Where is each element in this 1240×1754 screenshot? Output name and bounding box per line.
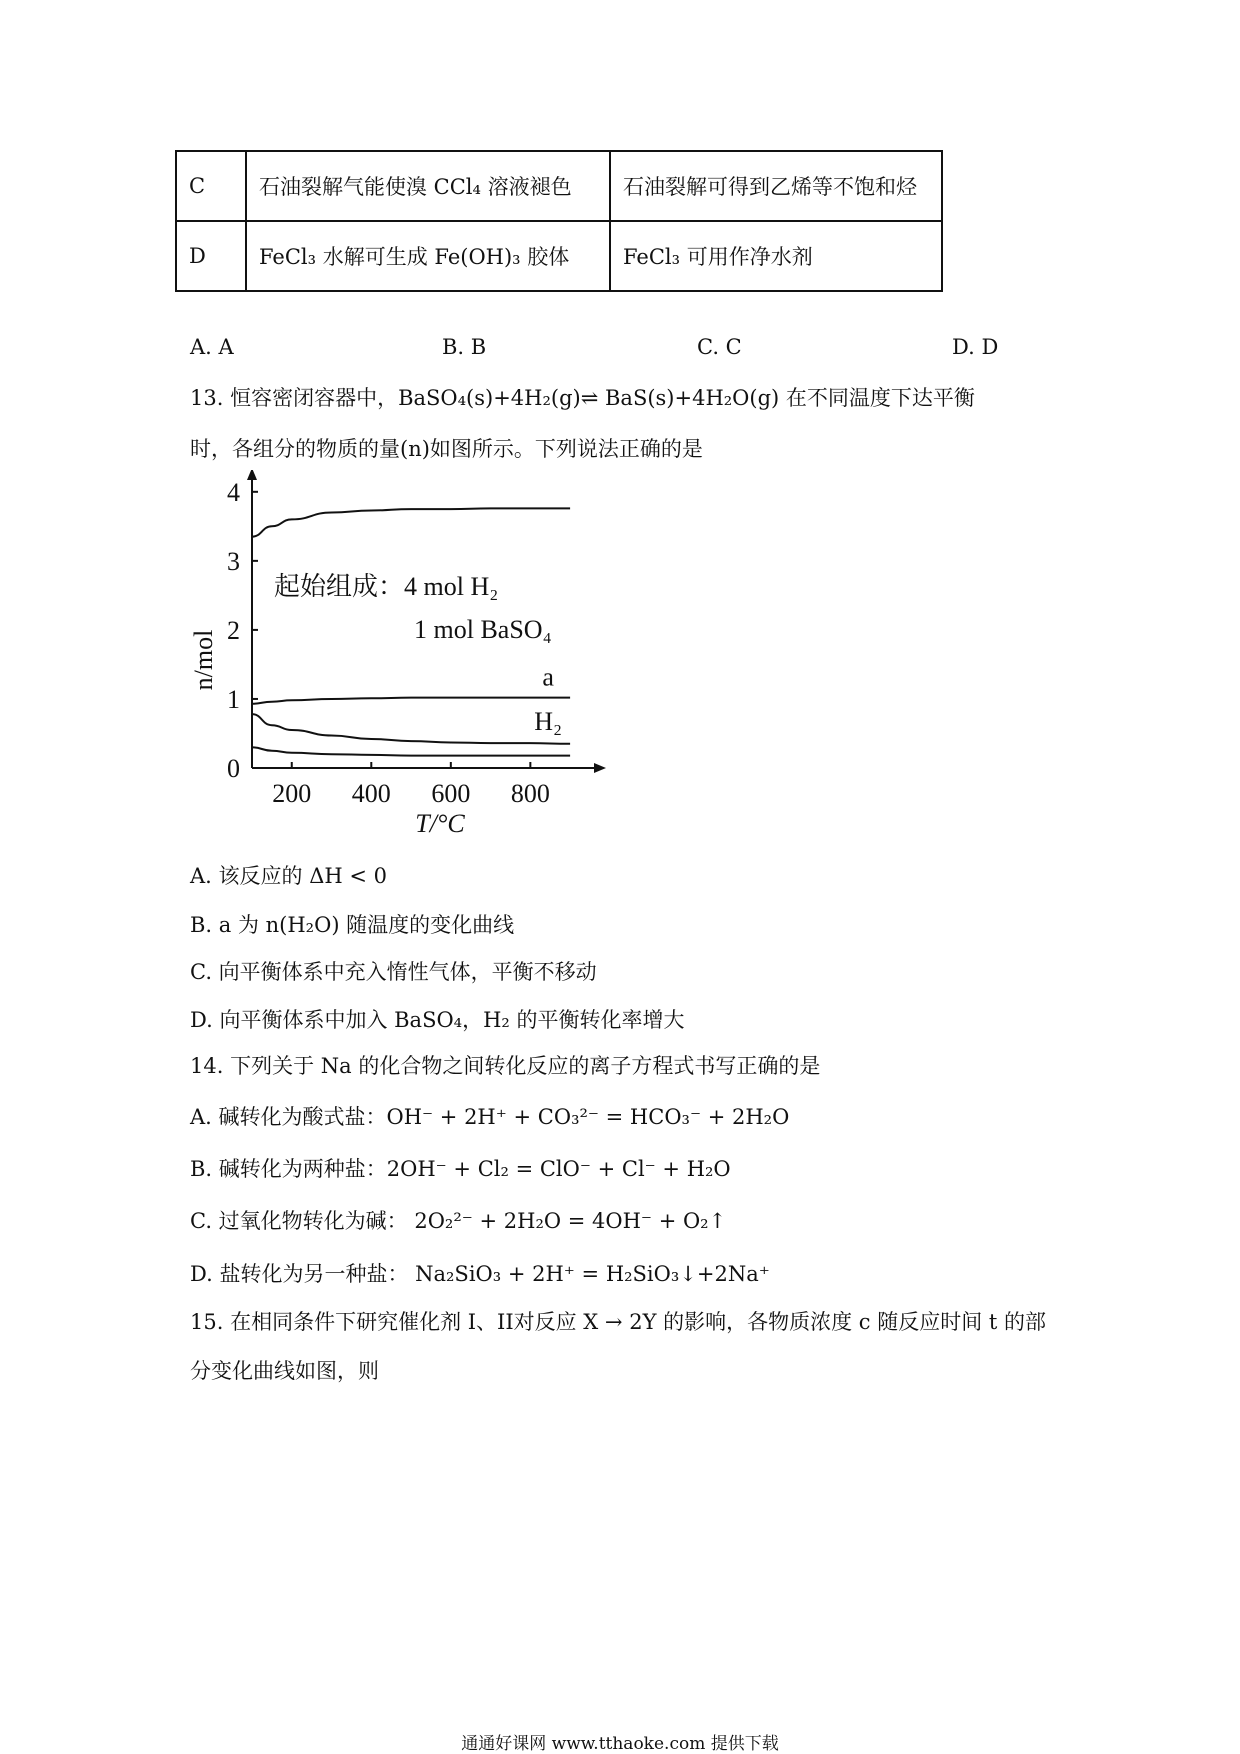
x-tick-label: 400 <box>351 779 391 808</box>
q13-stem-line1: 13. 恒容密闭容器中，BaSO₄(s)+4H₂(g)⇌ BaS(s)+4H₂O(g) 在不同温度下达平衡 <box>190 386 975 410</box>
q14-option-d: D. 盐转化为另一种盐： Na₂SiO₃ + 2H⁺ = H₂SiO₃↓+2Na⁺ <box>190 1262 770 1286</box>
q15-stem-line1: 15. 在相同条件下研究催化剂 I、II对反应 X → 2Y 的影响，各物质浓度 c 随反应时间 t 的部 <box>190 1310 1047 1334</box>
series-line-3 <box>252 747 570 755</box>
series-label: H₂ <box>534 706 563 736</box>
q15-stem-line2: 分变化曲线如图，则 <box>190 1359 379 1383</box>
chart-svg <box>190 470 620 850</box>
row-statement-2: FeCl₃ 可用作净水剂 <box>610 221 942 291</box>
q12-option-a: A. A <box>190 335 234 359</box>
series-line-2 <box>252 714 570 744</box>
x-tick-label: 800 <box>510 779 550 808</box>
y-tick-label: 2 <box>227 615 240 645</box>
row-statement-1: 石油裂解气能使溴 CCl₄ 溶液褪色 <box>246 151 610 221</box>
q14-option-c: C. 过氧化物转化为碱： 2O₂²⁻ + 2H₂O = 4OH⁻ + O₂↑ <box>190 1209 727 1233</box>
y-tick-label: 1 <box>227 684 240 714</box>
series-line-1 <box>252 698 570 704</box>
row-statement-1: FeCl₃ 水解可生成 Fe(OH)₃ 胶体 <box>246 221 610 291</box>
y-tick-label: 0 <box>227 754 240 783</box>
table-row <box>176 221 942 291</box>
q13-option-d: D. 向平衡体系中加入 BaSO₄，H₂ 的平衡转化率增大 <box>190 1008 685 1032</box>
x-tick-label: 600 <box>431 779 471 808</box>
row-statement-2: 石油裂解可得到乙烯等不饱和烃 <box>610 151 942 221</box>
q12-option-b: B. B <box>442 335 487 359</box>
row-label: C <box>176 151 246 221</box>
y-tick-label: 3 <box>227 546 240 576</box>
x-tick-label: 200 <box>272 779 312 808</box>
q14-option-b: B. 碱转化为两种盐：2OH⁻ + Cl₂ = ClO⁻ + Cl⁻ + H₂O <box>190 1157 731 1181</box>
q12-option-c: C. C <box>697 335 742 359</box>
row-label: D <box>176 221 246 291</box>
y-axis-arrow <box>247 470 257 480</box>
q13-option-c: C. 向平衡体系中充入惰性气体，平衡不移动 <box>190 960 597 984</box>
y-axis-label: n/mol <box>190 629 218 691</box>
q13-option-a: A. 该反应的 ΔH < 0 <box>190 864 387 888</box>
x-axis-arrow <box>594 763 606 773</box>
table-row <box>176 151 942 221</box>
equilibrium-chart <box>190 470 620 850</box>
answer-table <box>175 150 943 292</box>
page-footer: 通通好课网 www.tthaoke.com 提供下载 <box>461 1734 779 1754</box>
y-tick-label: 4 <box>227 477 240 507</box>
q14-stem: 14. 下列关于 Na 的化合物之间转化反应的离子方程式书写正确的是 <box>190 1054 821 1078</box>
series-line-0 <box>252 508 570 536</box>
x-axis-label: T/°C <box>415 809 465 838</box>
annotation-line1: 起始组成：4 mol H₂ <box>274 572 499 601</box>
q13-option-b: B. a 为 n(H₂O) 随温度的变化曲线 <box>190 913 515 937</box>
series-label: a <box>542 662 554 692</box>
q13-stem-line2: 时，各组分的物质的量(n)如图所示。下列说法正确的是 <box>190 437 703 461</box>
q14-option-a: A. 碱转化为酸式盐：OH⁻ + 2H⁺ + CO₃²⁻ = HCO₃⁻ + 2H₂O <box>190 1105 790 1129</box>
annotation-line2: 1 mol BaSO₄ <box>414 615 552 644</box>
q12-option-d: D. D <box>952 335 999 359</box>
